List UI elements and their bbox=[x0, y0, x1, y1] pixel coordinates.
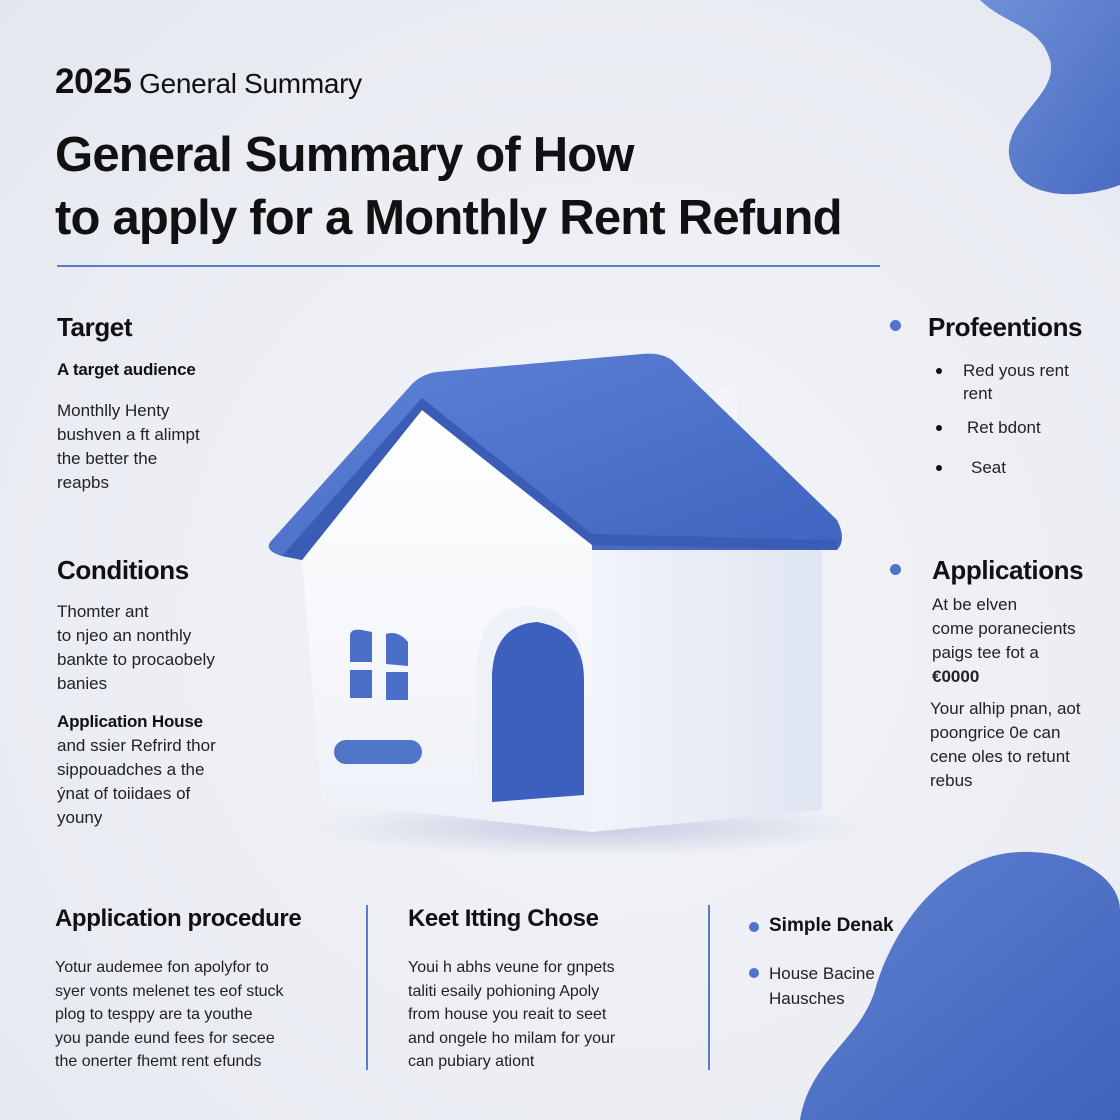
conditions-body2-line: sippouadches a the bbox=[57, 760, 205, 779]
profeentions-item-dot bbox=[936, 465, 942, 471]
target-section bbox=[57, 312, 287, 343]
target-body bbox=[57, 399, 287, 495]
conditions-body2-line: youny bbox=[57, 808, 103, 827]
profeentions-item-dot bbox=[936, 368, 942, 374]
applications-body-line: At be elven bbox=[932, 595, 1018, 614]
simple-item-2-line: House Bacine bbox=[769, 964, 875, 983]
conditions-body-line: banies bbox=[57, 674, 108, 693]
applications-body bbox=[932, 593, 1107, 689]
conditions-heading: Conditions bbox=[57, 555, 189, 585]
target-heading: Target bbox=[57, 312, 133, 342]
profeentions-item: Ret bdont bbox=[967, 418, 1041, 437]
keet-body-line: taliti esaily pohioning Apoly bbox=[408, 982, 600, 1000]
applications-body-line: paigs tee fot a bbox=[932, 643, 1039, 662]
conditions-body bbox=[57, 600, 287, 696]
applications-heading: Applications bbox=[932, 555, 1084, 585]
target-body-line: bushven a ft alimpt bbox=[57, 425, 200, 444]
conditions-body-line: bankte to procaobely bbox=[57, 650, 215, 669]
page-title bbox=[55, 124, 935, 250]
keet-body-line: and ongele ho milam for your bbox=[408, 1029, 616, 1047]
simple-item-2 bbox=[769, 961, 875, 1011]
keet-body-line: from house you reait to seet bbox=[408, 1006, 607, 1023]
conditions-body-2 bbox=[57, 734, 287, 830]
procedure-body-line: plog to tesppy are ta youthe bbox=[55, 1006, 253, 1023]
conditions-body-line: to njeo an nonthly bbox=[57, 626, 192, 645]
profeentions-bullet-dot bbox=[890, 320, 901, 331]
applications-amount: €0000 bbox=[932, 667, 980, 686]
applications-body2-line: poongrice 0e can bbox=[930, 723, 1061, 742]
procedure-body bbox=[55, 956, 355, 1074]
profeentions-item: Red yous rent rent bbox=[963, 361, 1069, 403]
simple-item-dot bbox=[749, 968, 759, 978]
conditions-body-line: Thomter ant bbox=[57, 602, 149, 621]
applications-body2-line: cene oles to retunt bbox=[930, 747, 1070, 766]
decorative-blob-top bbox=[920, 0, 1120, 210]
procedure-body-line: syer vonts melenet tes eof stuck bbox=[55, 982, 284, 1000]
target-body-line: reapbs bbox=[57, 473, 109, 492]
keet-heading: Keet Itting Chose bbox=[408, 905, 599, 932]
applications-bullet-dot bbox=[890, 564, 901, 575]
column-divider bbox=[708, 905, 710, 1070]
title-divider bbox=[57, 265, 880, 267]
keet-body-line: Youi h abhs veune for gnpets bbox=[408, 959, 615, 976]
applications-body2-line: Your alhip pnan, aot bbox=[930, 699, 1081, 718]
profeentions-item-dot bbox=[936, 425, 942, 431]
procedure-heading: Application procedure bbox=[55, 905, 302, 932]
keet-body bbox=[408, 956, 688, 1074]
conditions-body2-line: ýnat of toiidaes of bbox=[57, 784, 191, 803]
procedure-body-line: the onerter fhemt rent efunds bbox=[55, 1053, 262, 1070]
applications-body2-line: rebus bbox=[930, 771, 973, 790]
eyebrow-text: General Summary bbox=[139, 68, 362, 99]
profeentions-item: Seat bbox=[971, 458, 1006, 477]
conditions-body2-line: and ssier Refrird thor bbox=[57, 736, 216, 755]
profeentions-heading: Profeentions bbox=[928, 312, 1083, 342]
simple-item-1: Simple Denak bbox=[769, 915, 894, 936]
target-body-line: Monthlly Henty bbox=[57, 401, 170, 420]
target-body-line: the better the bbox=[57, 449, 158, 468]
keet-body-line: can pubiary ationt bbox=[408, 1053, 535, 1070]
target-subheading: A target audience bbox=[57, 360, 196, 379]
eyebrow bbox=[55, 62, 362, 102]
applications-body-line: come poranecients bbox=[932, 619, 1076, 638]
procedure-body-line: you pande eund fees for secee bbox=[55, 1029, 275, 1047]
conditions-subheading: Application House bbox=[57, 712, 203, 731]
column-divider bbox=[366, 905, 368, 1070]
eyebrow-year: 2025 bbox=[55, 62, 132, 101]
page-title-line-2: to apply for a Monthly Rent Refund bbox=[55, 191, 842, 245]
procedure-body-line: Yotur audemee fon apolyfor to bbox=[55, 959, 269, 976]
house-icon bbox=[262, 340, 862, 860]
simple-item-2-line: Hausches bbox=[769, 989, 845, 1008]
applications-body-2 bbox=[930, 697, 1110, 793]
simple-item-dot bbox=[749, 922, 759, 932]
page-title-line-1: General Summary of How bbox=[55, 128, 634, 182]
